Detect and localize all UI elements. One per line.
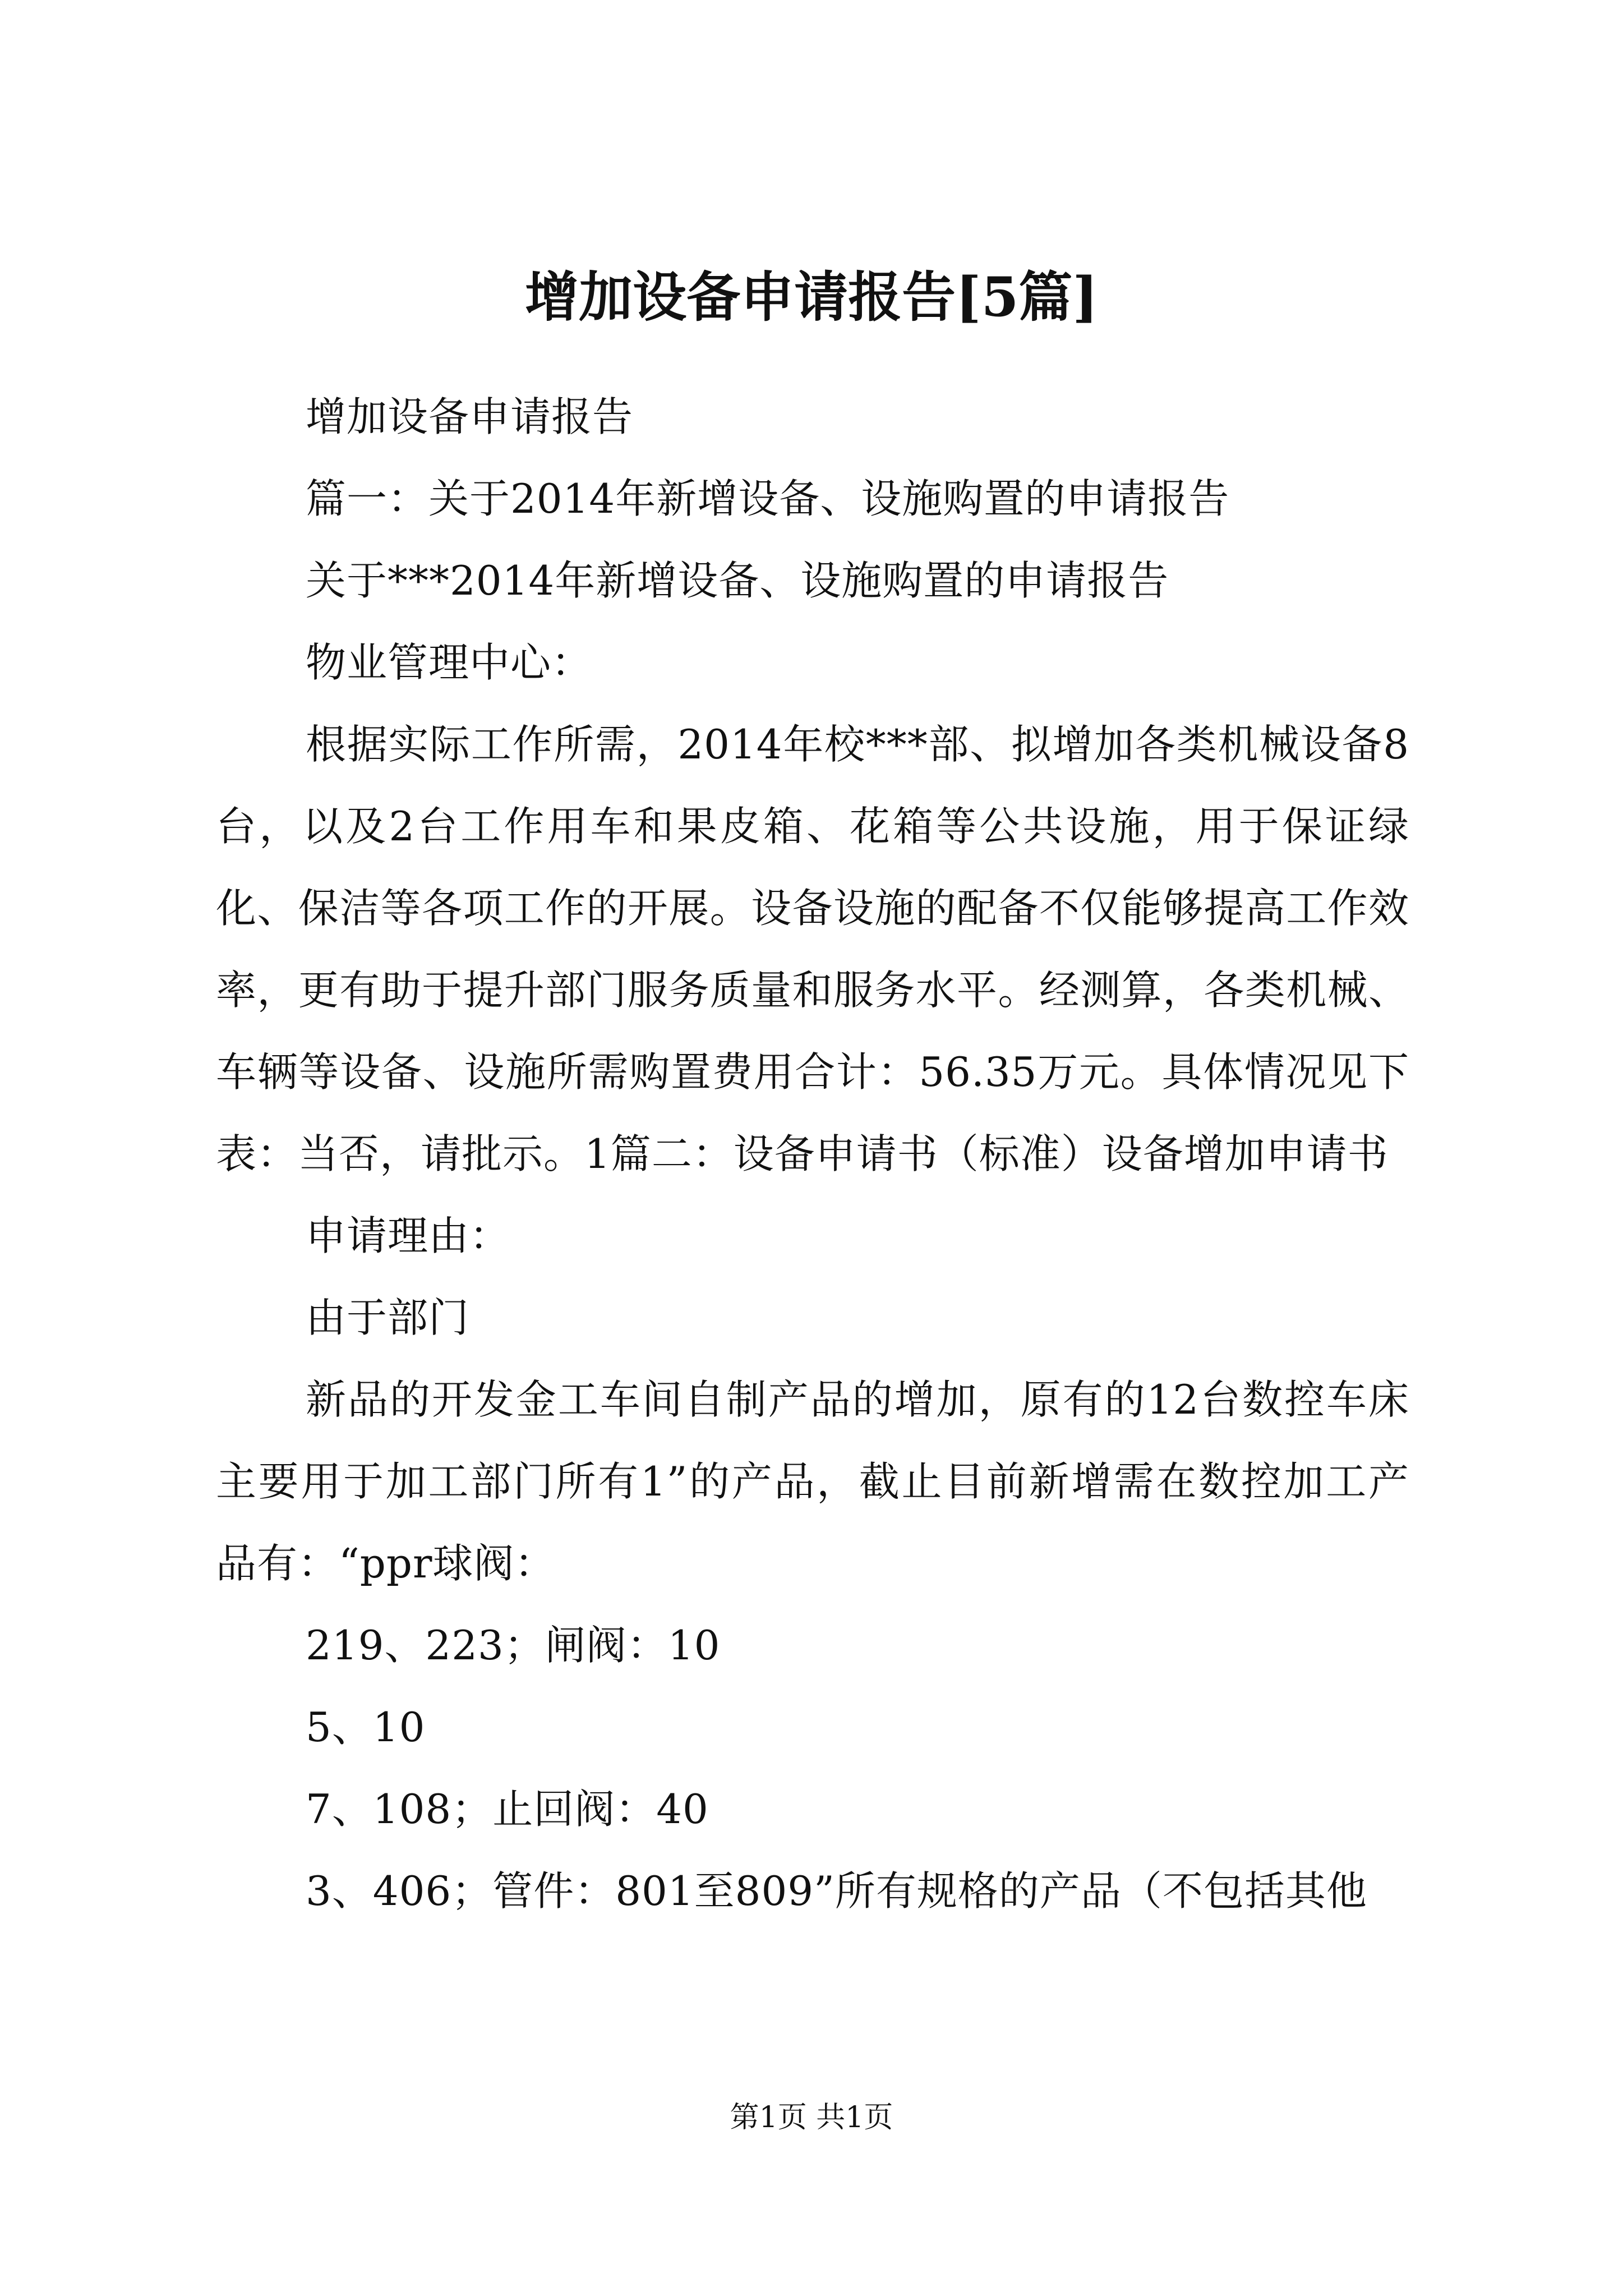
document-title: 增加设备申请报告[5篇] bbox=[525, 265, 1098, 329]
page-footer: 第1页 共1页 bbox=[730, 2101, 893, 2134]
paragraph: 申请理由： bbox=[306, 1212, 511, 1259]
paragraph: 物业管理中心： bbox=[306, 639, 593, 686]
document-body bbox=[216, 376, 1409, 1932]
paragraph: 篇一：关于2014年新增设备、设施购置的申请报告 bbox=[306, 475, 1230, 522]
paragraph: 根据实际工作所需，2014年校***部、拟增加各类机械设备8台，以及2台工作用车和果皮箱、花箱等公共设施，用于保证绿化、保洁等各项工作的开展。设备设施的配备不仅能够提高工作效率，更有助于提升部门服务质量和服务水平。经测算，各类机械、车辆等设备、设施所需购置费用合计：56.35万元。具体情况见下表：当否，请批示。1篇二：设备申请书（标准）设备增加申请书 bbox=[216, 721, 1409, 1177]
paragraph: 7、108；止回阀：40 bbox=[306, 1786, 709, 1833]
paragraph: 新品的开发金工车间自制产品的增加，原有的12台数控车床主要用于加工部门所有1”的产品，截止目前新增需在数控加工产品有：“ppr球阀： bbox=[216, 1376, 1409, 1587]
paragraph: 关于***2014年新增设备、设施购置的申请报告 bbox=[306, 557, 1169, 604]
paragraph: 5、10 bbox=[306, 1704, 426, 1751]
paragraph: 3、406；管件：801至809”所有规格的产品（不包括其他 bbox=[306, 1867, 1367, 1915]
paragraph: 增加设备申请报告 bbox=[306, 393, 634, 440]
paragraph: 由于部门 bbox=[306, 1294, 470, 1341]
paragraph: 219、223；闸阀：10 bbox=[306, 1622, 721, 1669]
